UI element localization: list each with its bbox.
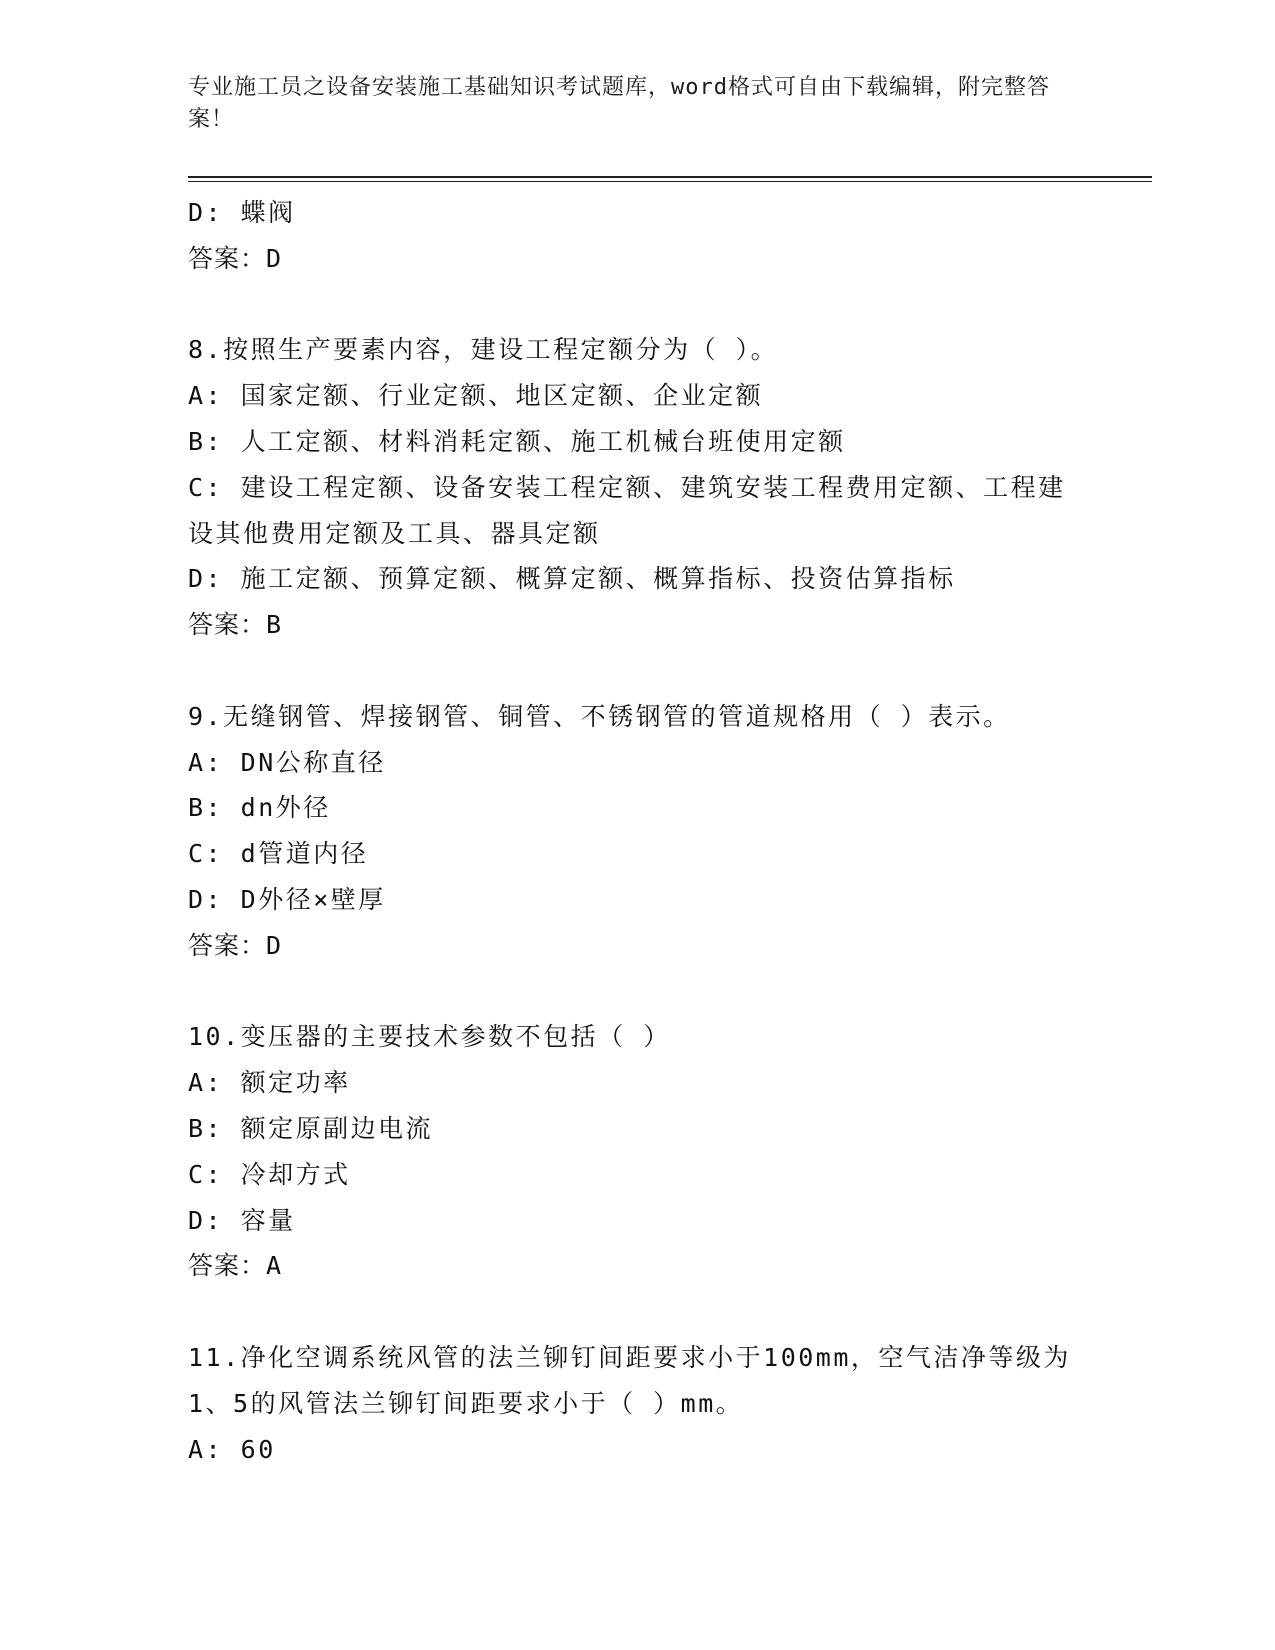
- question-11-stem: 11.净化空调系统风管的法兰铆钉间距要求小于100mm，空气洁净等级为1、5的风管法兰铆钉间距要求小于（ ）mm。: [188, 1342, 1071, 1418]
- question-8-stem: 8.按照生产要素内容，建设工程定额分为（ ）。: [188, 335, 779, 365]
- question-10-option-a: A: 额定功率: [188, 1068, 351, 1098]
- spacer: [188, 969, 1088, 1015]
- document-header: 专业施工员之设备安装施工基础知识考试题库，word格式可自由下载编辑，附完整答案！: [188, 75, 1050, 132]
- question-9-option-b: B: dn外径: [188, 793, 331, 823]
- header-rule-thick: [188, 176, 1152, 178]
- question-10-stem: 10.变压器的主要技术参数不包括（ ）: [188, 1022, 671, 1052]
- question-10-option-c: C: 冷却方式: [188, 1159, 351, 1189]
- question-11-option-a: A: 60: [188, 1434, 276, 1464]
- question-9-option-c: C: d管道内径: [188, 839, 369, 869]
- question-10-option-b: B: 额定原副边电流: [188, 1113, 434, 1143]
- question-9-option-a: A: DN公称直径: [188, 747, 386, 777]
- question-10-option-d: D: 容量: [188, 1205, 296, 1235]
- question-8-option-b: B: 人工定额、材料消耗定额、施工机械台班使用定额: [188, 426, 846, 456]
- question-content: [188, 190, 1088, 1472]
- question-8-answer: 答案：B: [188, 610, 283, 640]
- question-8-option-c: C: 建设工程定额、设备安装工程定额、建筑安装工程费用定额、工程建设其他费用定额及工具、器具定额: [188, 472, 1066, 548]
- prev-answer: 答案：D: [188, 243, 283, 273]
- question-8-option-a: A: 国家定额、行业定额、地区定额、企业定额: [188, 381, 764, 411]
- spacer: [188, 1289, 1088, 1335]
- question-10-answer: 答案：A: [188, 1251, 283, 1281]
- spacer: [188, 282, 1088, 328]
- spacer: [188, 648, 1088, 694]
- question-9-option-d: D: D外径×壁厚: [188, 884, 386, 914]
- header-rule-thin: [188, 181, 1152, 182]
- question-8-option-d: D: 施工定额、预算定额、概算定额、概算指标、投资估算指标: [188, 564, 956, 594]
- prev-option-d: D: 蝶阀: [188, 198, 296, 227]
- question-9-stem: 9.无缝钢管、焊接钢管、铜管、不锈钢管的管道规格用（ ）表示。: [188, 701, 1011, 731]
- question-9-answer: 答案：D: [188, 930, 283, 960]
